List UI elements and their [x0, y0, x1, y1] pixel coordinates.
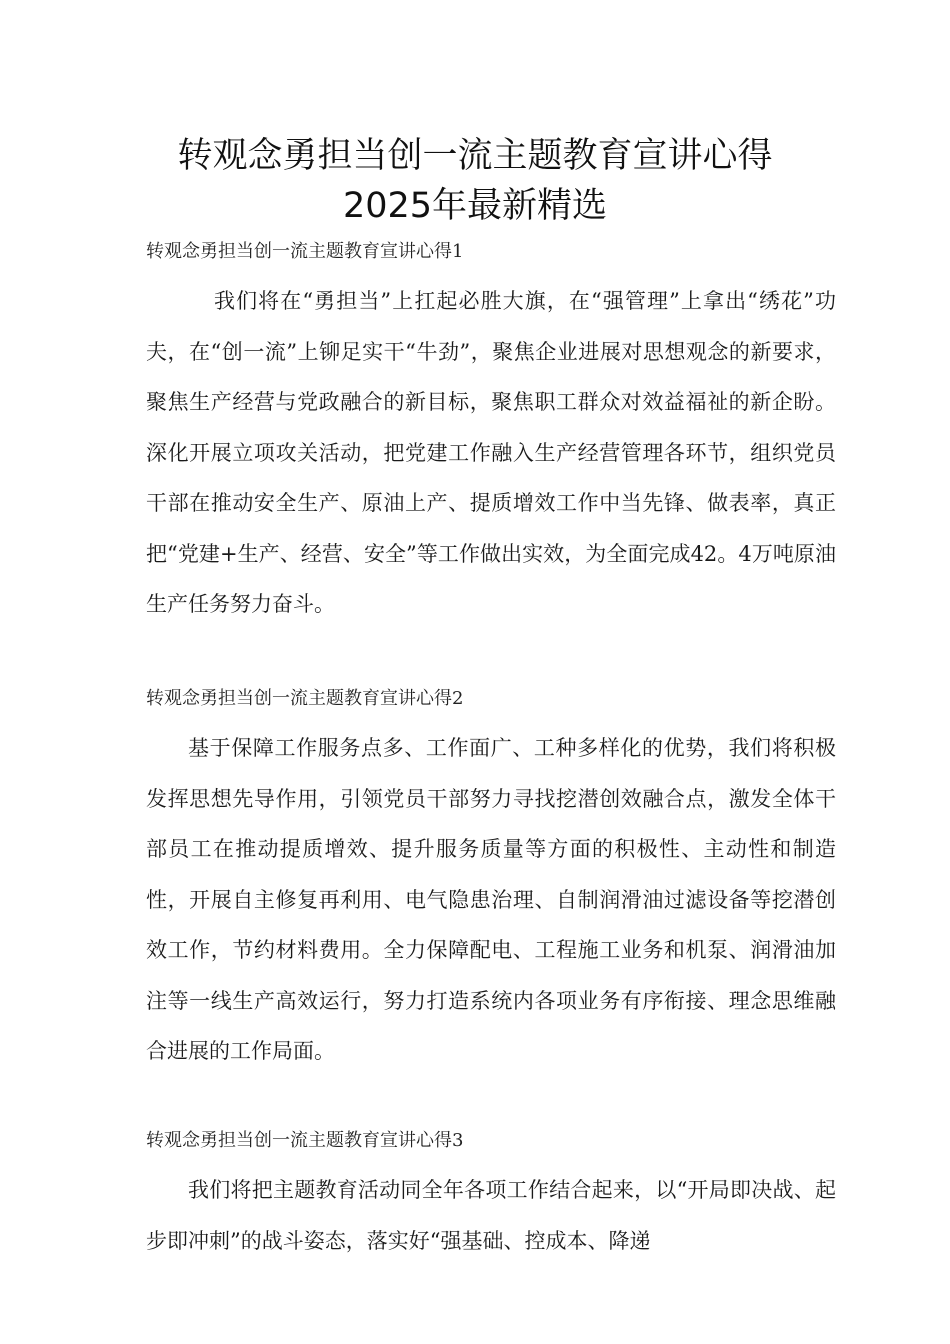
- document-title-line2: 2025年最新精选: [342, 186, 608, 226]
- section-3-heading: 转观念勇担当创一流主题教育宣讲心得3: [146, 1130, 464, 1151]
- section-2-body: 基于保障工作服务点多、工作面广、工种多样化的优势，我们将积极发挥思想先导作用，引领党员干部努力寻找挖潜创效融合点，激发全体干部员工在推动提质增效、提升服务质量等方面的积极性、主动性和制造性，开展自主修复再利用、电气隐患治理、自制润滑油过滤设备等挖潜创效工作，节约材料费用。全力保障配电、工程施工业务和机泵、润滑油加注等一线生产高效运行，努力打造系统内各项业务有序衔接、理念思维融合进展的工作局面。: [146, 736, 836, 1063]
- document-title-line1: 转观念勇担当创一流主题教育宣讲心得: [177, 136, 773, 176]
- section-1-heading: 转观念勇担当创一流主题教育宣讲心得1: [146, 241, 464, 262]
- section-3-body: 我们将把主题教育活动同全年各项工作结合起来，以“开局即决战、起步即冲刺”的战斗姿态，落实好“强基础、控成本、降递: [146, 1178, 836, 1253]
- section-2-heading: 转观念勇担当创一流主题教育宣讲心得2: [146, 688, 464, 709]
- section-1-body: 我们将在“勇担当”上扛起必胜大旗，在“强管理”上拿出“绣花”功夫，在“创一流”上铆足实干“牛劲”，聚焦企业进展对思想观念的新要求，聚焦生产经营与党政融合的新目标，聚焦职工群众对效益福祉的新企盼。深化开展立项攻关活动，把党建工作融入生产经营管理各环节，组织党员干部在推动安全生产、原油上产、提质增效工作中当先锋、做表率，真正把“党建+生产、经营、安全”等工作做出实效，为全面完成42。4万吨原油生产任务努力奋斗。: [146, 289, 836, 616]
